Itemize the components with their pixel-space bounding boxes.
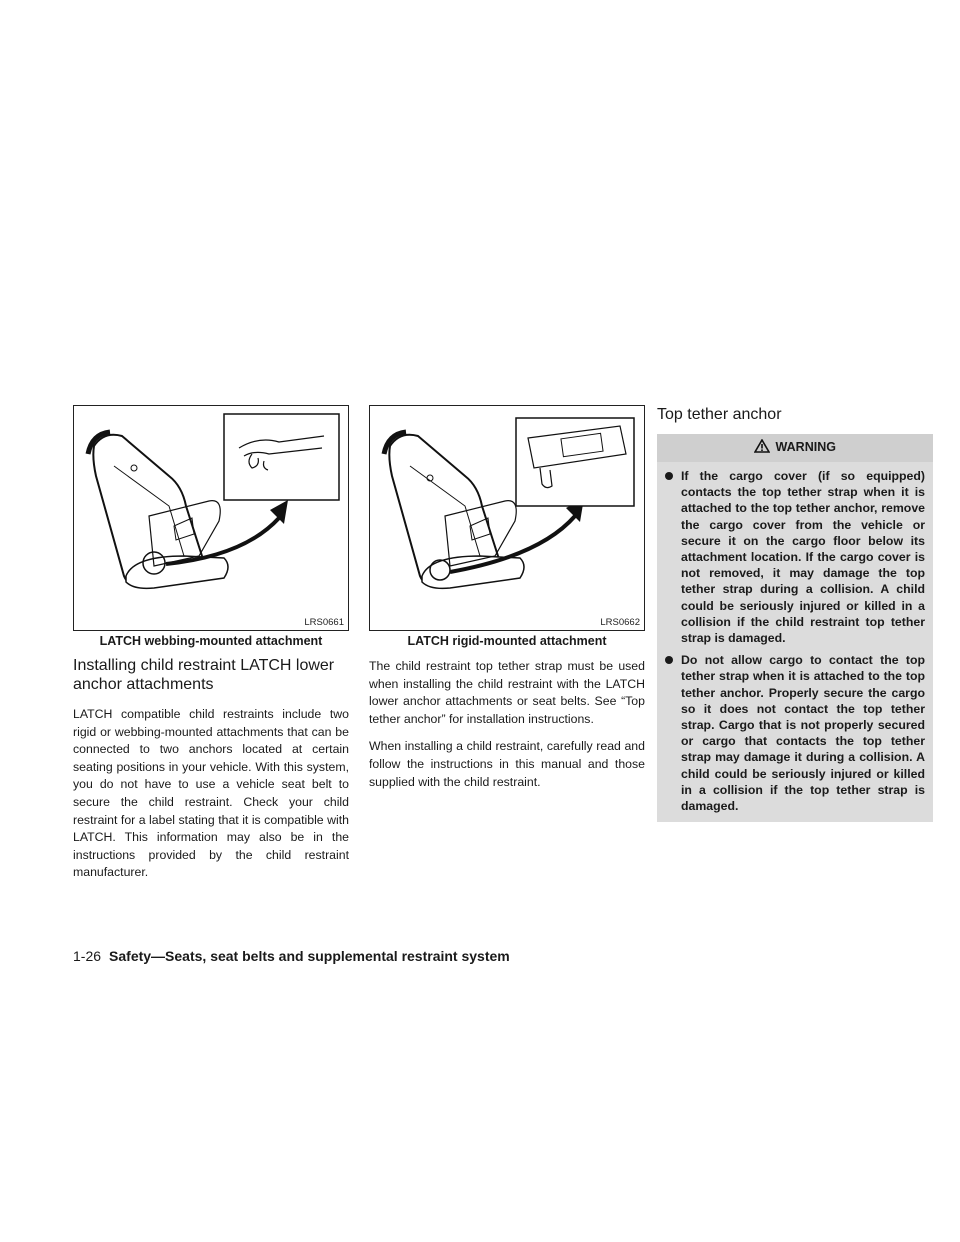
seat-illustration-rigid — [370, 406, 644, 630]
figure-code: LRS0662 — [600, 617, 640, 628]
page-number: 1-26 — [73, 948, 102, 964]
page-footer — [73, 948, 510, 964]
warning-item: If the cargo cover (if so equipped) contacts the top tether strap when it is attached to the top tether anchor, remove the cargo cover from the vehicle or secure it on the cargo floor below its attachment location. If the cargo cover is not removed, it may damage the top tether strap during a collision. A child could be seriously injured or killed in a collision if the child restraint top tether strap is damaged. — [665, 468, 925, 646]
figure-rigid-mounted — [369, 405, 645, 631]
bullet-icon — [665, 656, 673, 664]
body-paragraph: LATCH compatible child restraints include two rigid or webbing-mounted attachments that can be connected to two anchors located at certain seating positions in your vehicle. With this system, you do not have to use a vehicle seat belt to secure the child restraint. Check your child restraint for a label stating that it is compatible with LATCH. This information may also be in the instructions provided by the child restraint manufacturer. — [73, 707, 349, 880]
column-right — [657, 405, 933, 822]
figure-caption: LATCH webbing-mounted attachment — [99, 634, 323, 648]
body-paragraph: When installing a child restraint, carefully read and follow the instructions in this manual and those supplied with the child restraint. — [369, 739, 645, 789]
warning-label: WARNING — [775, 440, 836, 454]
column-middle — [369, 405, 645, 801]
section-heading: Top tether anchor — [657, 406, 782, 423]
bullet-icon — [665, 472, 673, 480]
warning-item: Do not allow cargo to contact the top tether strap when it is attached to the top tether anchor. Properly secure the cargo so it does not contact the top tether strap. Cargo that is not properly secured or cargo that contacts the top tether strap may damage it during a collision. A child could be seriously injured or killed in a collision if the top tether strap is damaged. — [665, 652, 925, 814]
warning-box — [657, 434, 933, 822]
figure-webbing-mounted — [73, 405, 349, 631]
section-heading: Installing child restraint LATCH lower anchor attachments — [73, 657, 335, 693]
warning-triangle-icon — [754, 439, 770, 453]
body-paragraph: The child restraint top tether strap must be used when installing the child restraint with the LATCH lower anchor attachments or seat belts. See “Top tether anchor” for installation instructions. — [369, 659, 645, 726]
figure-code: LRS0661 — [304, 617, 344, 628]
seat-illustration-webbing — [74, 406, 348, 630]
chapter-title: Safety—Seats, seat belts and supplemental restraint system — [109, 948, 510, 964]
figure-caption: LATCH rigid-mounted attachment — [407, 634, 607, 648]
column-left — [73, 405, 349, 892]
warning-header — [657, 434, 933, 462]
